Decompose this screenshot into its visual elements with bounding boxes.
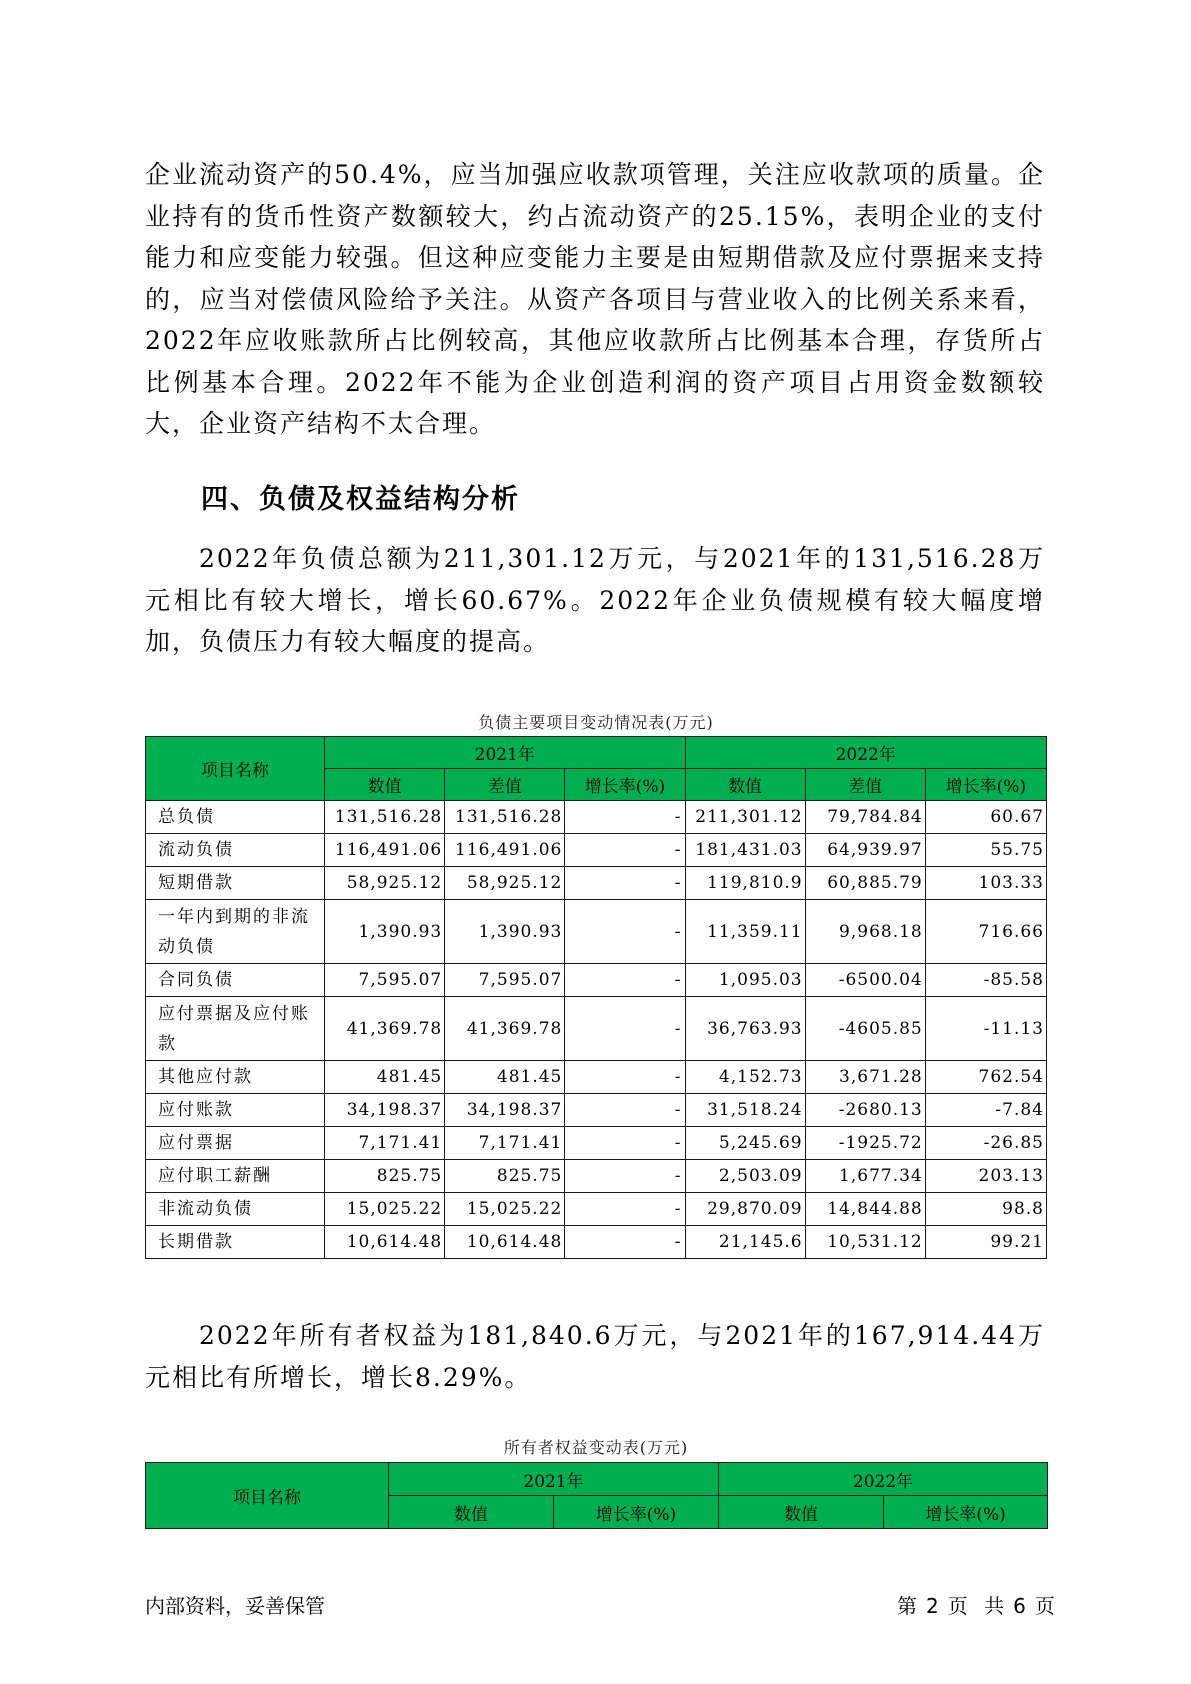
cell-value-2021: 41,369.78	[325, 997, 445, 1061]
table-row	[146, 1127, 1047, 1160]
cell-value-2022: 211,301.12	[685, 801, 805, 834]
cell-growth-2022: 55.75	[925, 834, 1046, 867]
row-label: 应付账款	[146, 1094, 325, 1127]
cell-value-2021: 481.45	[325, 1061, 445, 1094]
cell-growth-2021: -	[565, 964, 685, 997]
liabilities-table	[145, 736, 1047, 1259]
table-row	[146, 1193, 1047, 1226]
total-pages: 6	[1013, 1594, 1027, 1618]
cell-value-2022: 119,810.9	[685, 867, 805, 900]
cell-value-2022: 11,359.11	[685, 900, 805, 964]
paragraph-equity-summary: 2022年所有者权益为181,840.6万元，与2021年的167,914.44万元相比有所增长，增长8.29%。	[145, 1321, 1045, 1392]
header-value: 数值	[719, 1496, 884, 1529]
cell-value-2022: 2,503.09	[685, 1160, 805, 1193]
cell-value-2022: 181,431.03	[685, 834, 805, 867]
table-header-row	[146, 1463, 1048, 1496]
row-label: 应付票据	[146, 1127, 325, 1160]
cell-growth-2022: 99.21	[925, 1226, 1046, 1259]
cell-diff-2021: 10,614.48	[445, 1226, 565, 1259]
header-diff: 差值	[445, 769, 565, 801]
table-row	[146, 1226, 1047, 1259]
cell-diff-2022: 60,885.79	[805, 867, 925, 900]
total-prefix: 共	[984, 1594, 1006, 1618]
current-page: 2	[926, 1594, 940, 1618]
cell-growth-2021: -	[565, 1061, 685, 1094]
cell-growth-2022: 203.13	[925, 1160, 1046, 1193]
cell-value-2022: 5,245.69	[685, 1127, 805, 1160]
header-value: 数值	[685, 769, 805, 801]
header-year-2022: 2022年	[685, 737, 1047, 769]
cell-value-2021: 131,516.28	[325, 801, 445, 834]
cell-growth-2021: -	[565, 1226, 685, 1259]
header-growth: 增长率(%)	[565, 769, 685, 801]
table-row	[146, 1061, 1047, 1094]
cell-growth-2021: -	[565, 1193, 685, 1226]
cell-diff-2021: 131,516.28	[445, 801, 565, 834]
cell-diff-2022: -6500.04	[805, 964, 925, 997]
footer-page-number	[893, 1590, 1060, 1619]
page-unit: 页	[947, 1594, 969, 1618]
cell-growth-2021: -	[565, 801, 685, 834]
cell-diff-2021: 7,595.07	[445, 964, 565, 997]
cell-diff-2022: 10,531.12	[805, 1226, 925, 1259]
cell-growth-2022: 98.8	[925, 1193, 1046, 1226]
cell-growth-2021: -	[565, 834, 685, 867]
cell-diff-2022: 9,968.18	[805, 900, 925, 964]
header-growth: 增长率(%)	[925, 769, 1046, 801]
header-year-2021: 2021年	[325, 737, 685, 769]
cell-diff-2022: -4605.85	[805, 997, 925, 1061]
table-row	[146, 1160, 1047, 1193]
footer-confidential-note: 内部资料，妥善保管	[145, 1594, 325, 1618]
cell-growth-2022: -11.13	[925, 997, 1046, 1061]
cell-growth-2022: 762.54	[925, 1061, 1046, 1094]
cell-growth-2022: 103.33	[925, 867, 1046, 900]
header-growth: 增长率(%)	[554, 1496, 719, 1529]
row-label: 应付票据及应付账款	[146, 997, 325, 1061]
cell-diff-2021: 825.75	[445, 1160, 565, 1193]
header-growth: 增长率(%)	[884, 1496, 1048, 1529]
table-row	[146, 834, 1047, 867]
table-row	[146, 997, 1047, 1061]
cell-value-2022: 31,518.24	[685, 1094, 805, 1127]
cell-growth-2021: -	[565, 867, 685, 900]
header-year-2021: 2021年	[389, 1463, 719, 1496]
cell-value-2021: 7,171.41	[325, 1127, 445, 1160]
cell-diff-2022: 3,671.28	[805, 1061, 925, 1094]
section-heading: 四、负债及权益结构分析	[201, 484, 520, 515]
table-row	[146, 1094, 1047, 1127]
cell-diff-2021: 481.45	[445, 1061, 565, 1094]
cell-growth-2021: -	[565, 1094, 685, 1127]
header-value: 数值	[389, 1496, 554, 1529]
table-row	[146, 867, 1047, 900]
cell-diff-2022: 79,784.84	[805, 801, 925, 834]
cell-value-2021: 1,390.93	[325, 900, 445, 964]
table-row	[146, 964, 1047, 997]
cell-diff-2022: -2680.13	[805, 1094, 925, 1127]
cell-growth-2021: -	[565, 1160, 685, 1193]
cell-diff-2021: 41,369.78	[445, 997, 565, 1061]
header-item-name: 项目名称	[146, 737, 325, 801]
cell-growth-2022: -85.58	[925, 964, 1046, 997]
cell-diff-2022: 64,939.97	[805, 834, 925, 867]
cell-value-2021: 116,491.06	[325, 834, 445, 867]
cell-diff-2021: 15,025.22	[445, 1193, 565, 1226]
header-item-name: 项目名称	[146, 1463, 389, 1529]
cell-growth-2022: 60.67	[925, 801, 1046, 834]
cell-value-2021: 34,198.37	[325, 1094, 445, 1127]
table-row	[146, 801, 1047, 834]
cell-diff-2021: 116,491.06	[445, 834, 565, 867]
row-label: 合同负债	[146, 964, 325, 997]
row-label: 总负债	[146, 801, 325, 834]
cell-growth-2022: -26.85	[925, 1127, 1046, 1160]
row-label: 应付职工薪酬	[146, 1160, 325, 1193]
cell-value-2022: 4,152.73	[685, 1061, 805, 1094]
table-row	[146, 900, 1047, 964]
header-diff: 差值	[805, 769, 925, 801]
header-year-2022: 2022年	[719, 1463, 1048, 1496]
cell-diff-2021: 58,925.12	[445, 867, 565, 900]
table-caption-equity: 所有者权益变动表(万元)	[503, 1438, 689, 1457]
cell-growth-2021: -	[565, 997, 685, 1061]
cell-growth-2022: 716.66	[925, 900, 1046, 964]
cell-diff-2021: 34,198.37	[445, 1094, 565, 1127]
paragraph-asset-structure: 企业流动资产的50.4%，应当加强应收款项管理，关注应收款项的质量。企业持有的货币性资产数额较大，约占流动资产的25.15%，表明企业的支付能力和应变能力较强。但这种应变能力主要是由短期借款及应付票据来支持的，应当对偿债风险给予关注。从资产各项目与营业收入的比例关系来看，2022年应收账款所占比例较高，其他应收款所占比例基本合理，存货所占比例基本合理。2022年不能为企业创造利润的资产项目占用资金数额较大，企业资产结构不太合理。	[145, 160, 1045, 438]
table-header-row	[146, 737, 1047, 769]
cell-value-2022: 29,870.09	[685, 1193, 805, 1226]
cell-value-2021: 7,595.07	[325, 964, 445, 997]
total-unit: 页	[1034, 1594, 1056, 1618]
cell-diff-2021: 7,171.41	[445, 1127, 565, 1160]
cell-growth-2022: -7.84	[925, 1094, 1046, 1127]
row-label: 短期借款	[146, 867, 325, 900]
cell-growth-2021: -	[565, 900, 685, 964]
row-label: 流动负债	[146, 834, 325, 867]
cell-diff-2022: 1,677.34	[805, 1160, 925, 1193]
cell-value-2021: 15,025.22	[325, 1193, 445, 1226]
row-label: 一年内到期的非流动负债	[146, 900, 325, 964]
cell-value-2022: 21,145.6	[685, 1226, 805, 1259]
page-prefix: 第	[897, 1594, 918, 1618]
cell-value-2021: 58,925.12	[325, 867, 445, 900]
row-label: 长期借款	[146, 1226, 325, 1259]
paragraph-liabilities-summary: 2022年负债总额为211,301.12万元，与2021年的131,516.28万元相比有较大增长，增长60.67%。2022年企业负债规模有较大幅度增加，负债压力有较大幅度的提高。	[145, 544, 1045, 656]
cell-diff-2022: 14,844.88	[805, 1193, 925, 1226]
cell-diff-2021: 1,390.93	[445, 900, 565, 964]
cell-value-2022: 1,095.03	[685, 964, 805, 997]
header-value: 数值	[325, 769, 445, 801]
row-label: 其他应付款	[146, 1061, 325, 1094]
table-caption-liabilities: 负债主要项目变动情况表(万元)	[478, 713, 714, 732]
row-label: 非流动负债	[146, 1193, 325, 1226]
cell-value-2021: 10,614.48	[325, 1226, 445, 1259]
cell-growth-2021: -	[565, 1127, 685, 1160]
cell-value-2022: 36,763.93	[685, 997, 805, 1061]
cell-diff-2022: -1925.72	[805, 1127, 925, 1160]
cell-value-2021: 825.75	[325, 1160, 445, 1193]
equity-table	[145, 1462, 1048, 1529]
